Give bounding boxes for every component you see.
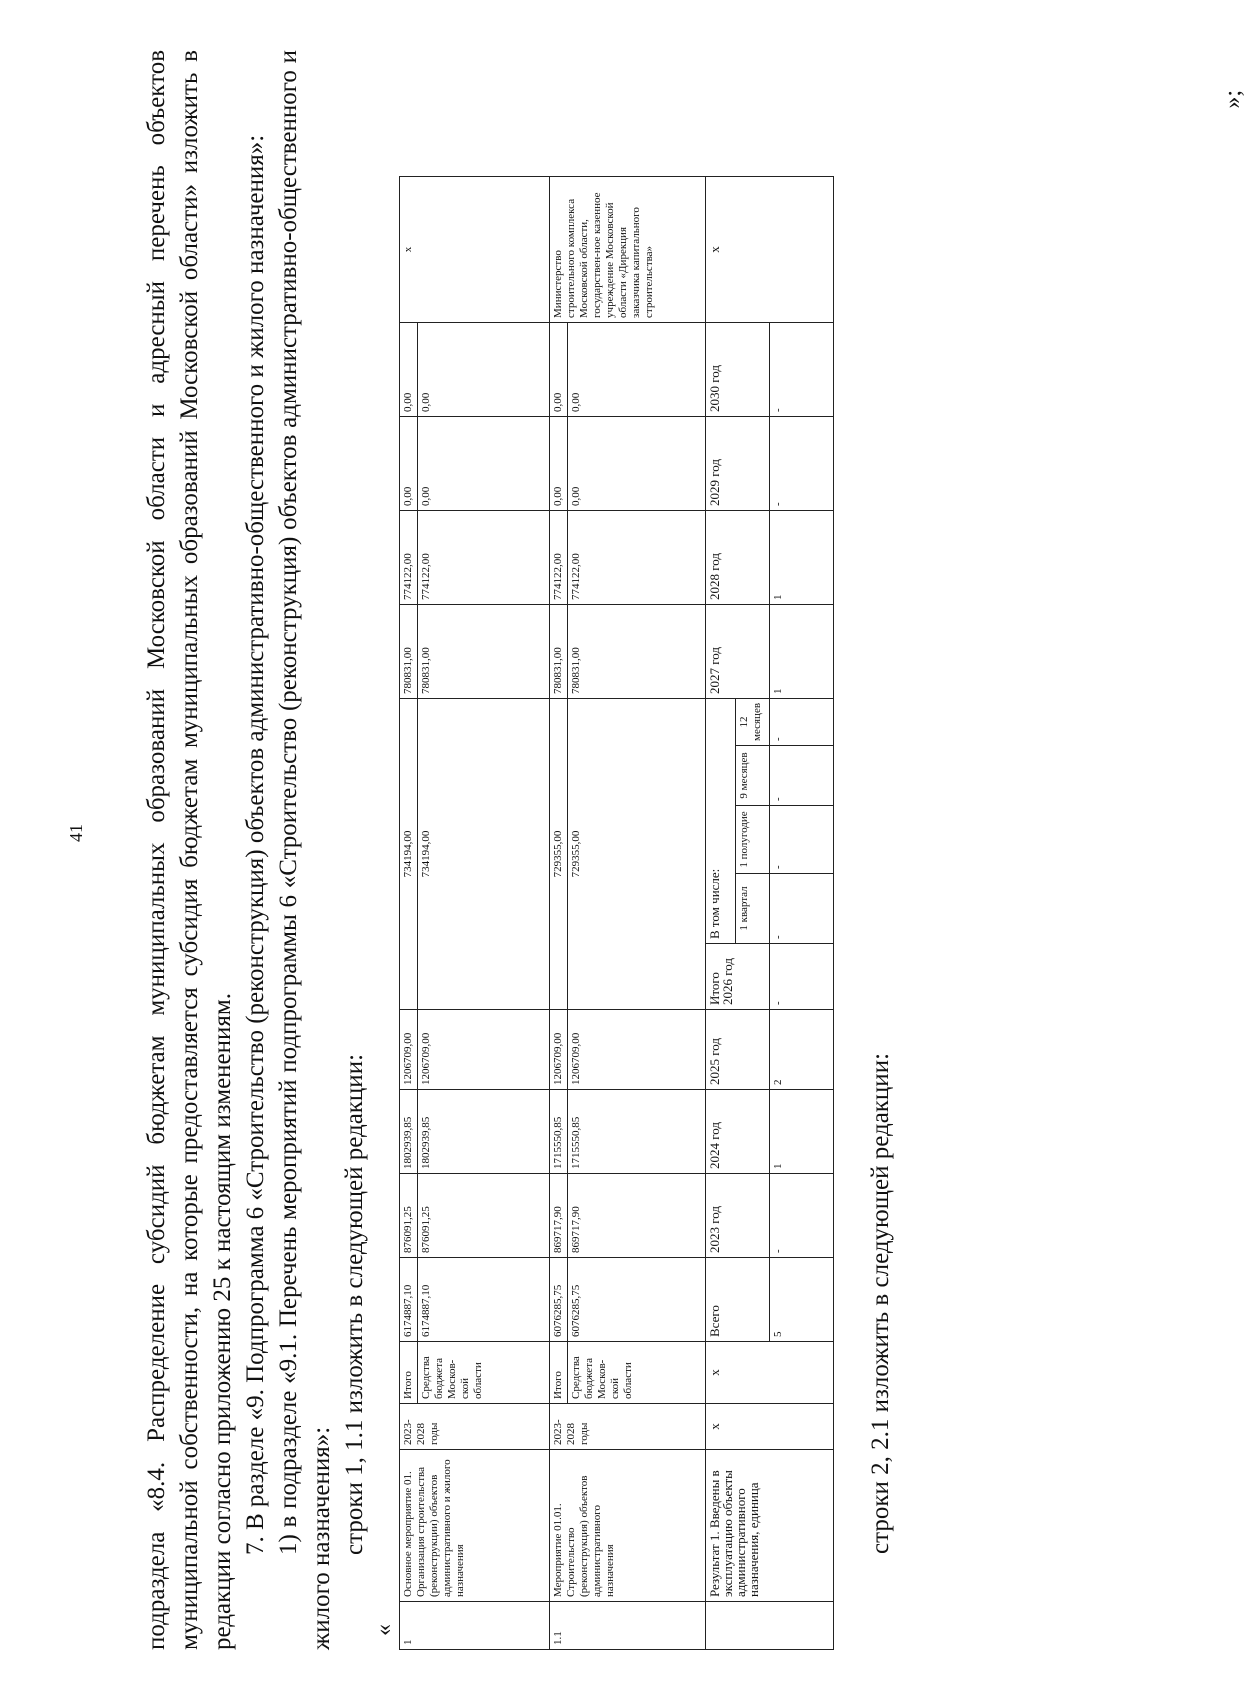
row-1-period: 2023-2028 годы: [400, 1404, 550, 1450]
row-1-1-2023: 869717,90: [550, 1174, 568, 1258]
row-1-source-budget: Средства бюджета Москов-ской области: [418, 1342, 550, 1404]
row-1-1-budget-2025: 1206709,00: [568, 1010, 706, 1090]
result-value-2030: -: [770, 322, 834, 416]
row-1-budget-2023: 876091,25: [418, 1174, 550, 1258]
row-1-1-source-total: Итого: [550, 1342, 568, 1404]
result-header-2027: 2027 год: [706, 604, 770, 698]
result-name: Результат 1. Введены в эксплуатацию объекты административного назначения, единица: [706, 1450, 834, 1602]
row-1-1-2025: 1206709,00: [550, 1010, 568, 1090]
row-1-1-budget-2030: 0,00: [568, 322, 706, 416]
table-row-1-1-total: [550, 176, 568, 1649]
paragraph-rows-1-1-1: строки 1, 1.1 изложить в следующей редакции:: [341, 1053, 368, 1555]
row-1-1-2024: 1715550,85: [550, 1090, 568, 1174]
result-value-2027: 1: [770, 604, 834, 698]
result-header-2028: 2028 год: [706, 510, 770, 604]
row-1-2024: 1802939,85: [400, 1090, 418, 1174]
row-1-source-total: Итого: [400, 1342, 418, 1404]
row-1-1-budget-2029: 0,00: [568, 416, 706, 510]
result-header-half: 1 полугодие: [736, 806, 770, 874]
row-1-1-total: 6076285,75: [550, 1258, 568, 1342]
row-1-1-budget-2026: 729355,00: [568, 698, 706, 1009]
paragraph-subsection-1: 1) в подразделе «9.1. Перечень мероприятий подпрограммы 6 «Строительство (реконструкция) объектов административно-общественного и жилого назначения»:: [275, 50, 335, 1650]
quote-open: «: [371, 1624, 397, 1636]
result-value-2024: 1: [770, 1090, 834, 1174]
result-executor: х: [706, 176, 834, 322]
result-header-2023: 2023 год: [706, 1174, 770, 1258]
row-1-2028: 774122,00: [400, 510, 418, 604]
result-value-2023: -: [770, 1174, 834, 1258]
row-1-1-budget-2023: 869717,90: [568, 1174, 706, 1258]
result-header-2025: 2025 год: [706, 1010, 770, 1090]
table-row-1-total: [400, 176, 418, 1649]
result-header-2029: 2029 год: [706, 416, 770, 510]
row-1-budget-2029: 0,00: [418, 416, 550, 510]
row-1-2023: 876091,25: [400, 1174, 418, 1258]
paragraph-8-4-continuation: подраздела «8.4. Распределение субсидий бюджетам муниципальных образований Московской области и адресный перечень объектов муниципальной собственности, на которые предоставляется субсидия бюджетам муниципальных образований Московской области» изложить в редакции согласно приложению 25 к настоящим изменениям.: [143, 50, 236, 1650]
row-1-1-2026: 729355,00: [550, 698, 568, 1009]
row-1-2025: 1206709,00: [400, 1010, 418, 1090]
result-header-total: Всего: [706, 1258, 770, 1342]
row-1-1-name: Мероприятие 01.01. Строительство (реконструкция) объектов административного назначения: [550, 1450, 706, 1602]
result-header-12m: 12 месяцев: [736, 698, 770, 745]
result-value-half: -: [770, 806, 834, 874]
row-1-budget-2026: 734194,00: [418, 698, 550, 1009]
row-1-budget-2028: 774122,00: [418, 510, 550, 604]
row-1-1-source-budget: Средства бюджета Москов-ской области: [568, 1342, 706, 1404]
row-1-1-2027: 780831,00: [550, 604, 568, 698]
result-num: [706, 1602, 834, 1650]
paragraph-section-7: 7. В разделе «9. Подпрограмма 6 «Строительство (реконструкция) объектов административно-общественного и жилого назначения»:: [242, 134, 269, 1555]
result-period: х: [706, 1404, 834, 1450]
result-value-9m: -: [770, 746, 834, 806]
result-value-q1: -: [770, 874, 834, 944]
row-1-total: 6174887,10: [400, 1258, 418, 1342]
row-1-1-budget-2027: 780831,00: [568, 604, 706, 698]
quote-close: »;: [1220, 90, 1246, 109]
row-1-1-budget-2028: 774122,00: [568, 510, 706, 604]
row-1-budget-2025: 1206709,00: [418, 1010, 550, 1090]
result-header-incl: В том числе:: [706, 698, 736, 943]
row-1-2027: 780831,00: [400, 604, 418, 698]
result-header-q1: 1 квартал: [736, 874, 770, 944]
row-1-1-budget-2024: 1715550,85: [568, 1090, 706, 1174]
result-value-12m: -: [770, 698, 834, 745]
row-1-2026: 734194,00: [400, 698, 418, 1009]
row-1-budget-2030: 0,00: [418, 322, 550, 416]
row-1-2030: 0,00: [400, 322, 418, 416]
result-header-2026: Итого 2026 год: [706, 944, 770, 1010]
row-1-1-budget-total: 6076285,75: [568, 1258, 706, 1342]
after-table-text: строки 2, 2.1 изложить в следующей редакции:: [867, 1052, 894, 1554]
result-value-2025: 2: [770, 1010, 834, 1090]
row-1-1-num: 1.1: [550, 1602, 706, 1650]
rotated-page-content: [140, 50, 1246, 1650]
intro-text: [140, 50, 371, 1650]
result-header-2024: 2024 год: [706, 1090, 770, 1174]
row-1-1-2028: 774122,00: [550, 510, 568, 604]
measures-table: [399, 176, 834, 1650]
row-1-num: 1: [400, 1602, 550, 1650]
row-1-1-2029: 0,00: [550, 416, 568, 510]
result-header-2030: 2030 год: [706, 322, 770, 416]
result-value-2028: 1: [770, 510, 834, 604]
row-1-budget-total: 6174887,10: [418, 1258, 550, 1342]
result-header-row-1: [706, 176, 736, 1649]
result-value-2029: -: [770, 416, 834, 510]
row-1-1-executor: Министерство строительного комплекса Московской области, государствен-ное казенное учреждение Московской области «Дирекция заказчика капитального строительства»: [550, 176, 706, 322]
result-header-9m: 9 месяцев: [736, 746, 770, 806]
row-1-1-period: 2023-2028 годы: [550, 1404, 706, 1450]
row-1-executor: х: [400, 176, 550, 322]
page-number: 41: [66, 824, 86, 842]
result-value-total: 5: [770, 1258, 834, 1342]
row-1-name: Основное мероприятие 01. Организация строительства (реконструкции) объектов административного и жилого назначения: [400, 1450, 550, 1602]
result-source: х: [706, 1342, 834, 1404]
row-1-budget-2024: 1802939,85: [418, 1090, 550, 1174]
result-value-2026: -: [770, 944, 834, 1010]
row-1-2029: 0,00: [400, 416, 418, 510]
row-1-budget-2027: 780831,00: [418, 604, 550, 698]
row-1-1-2030: 0,00: [550, 322, 568, 416]
